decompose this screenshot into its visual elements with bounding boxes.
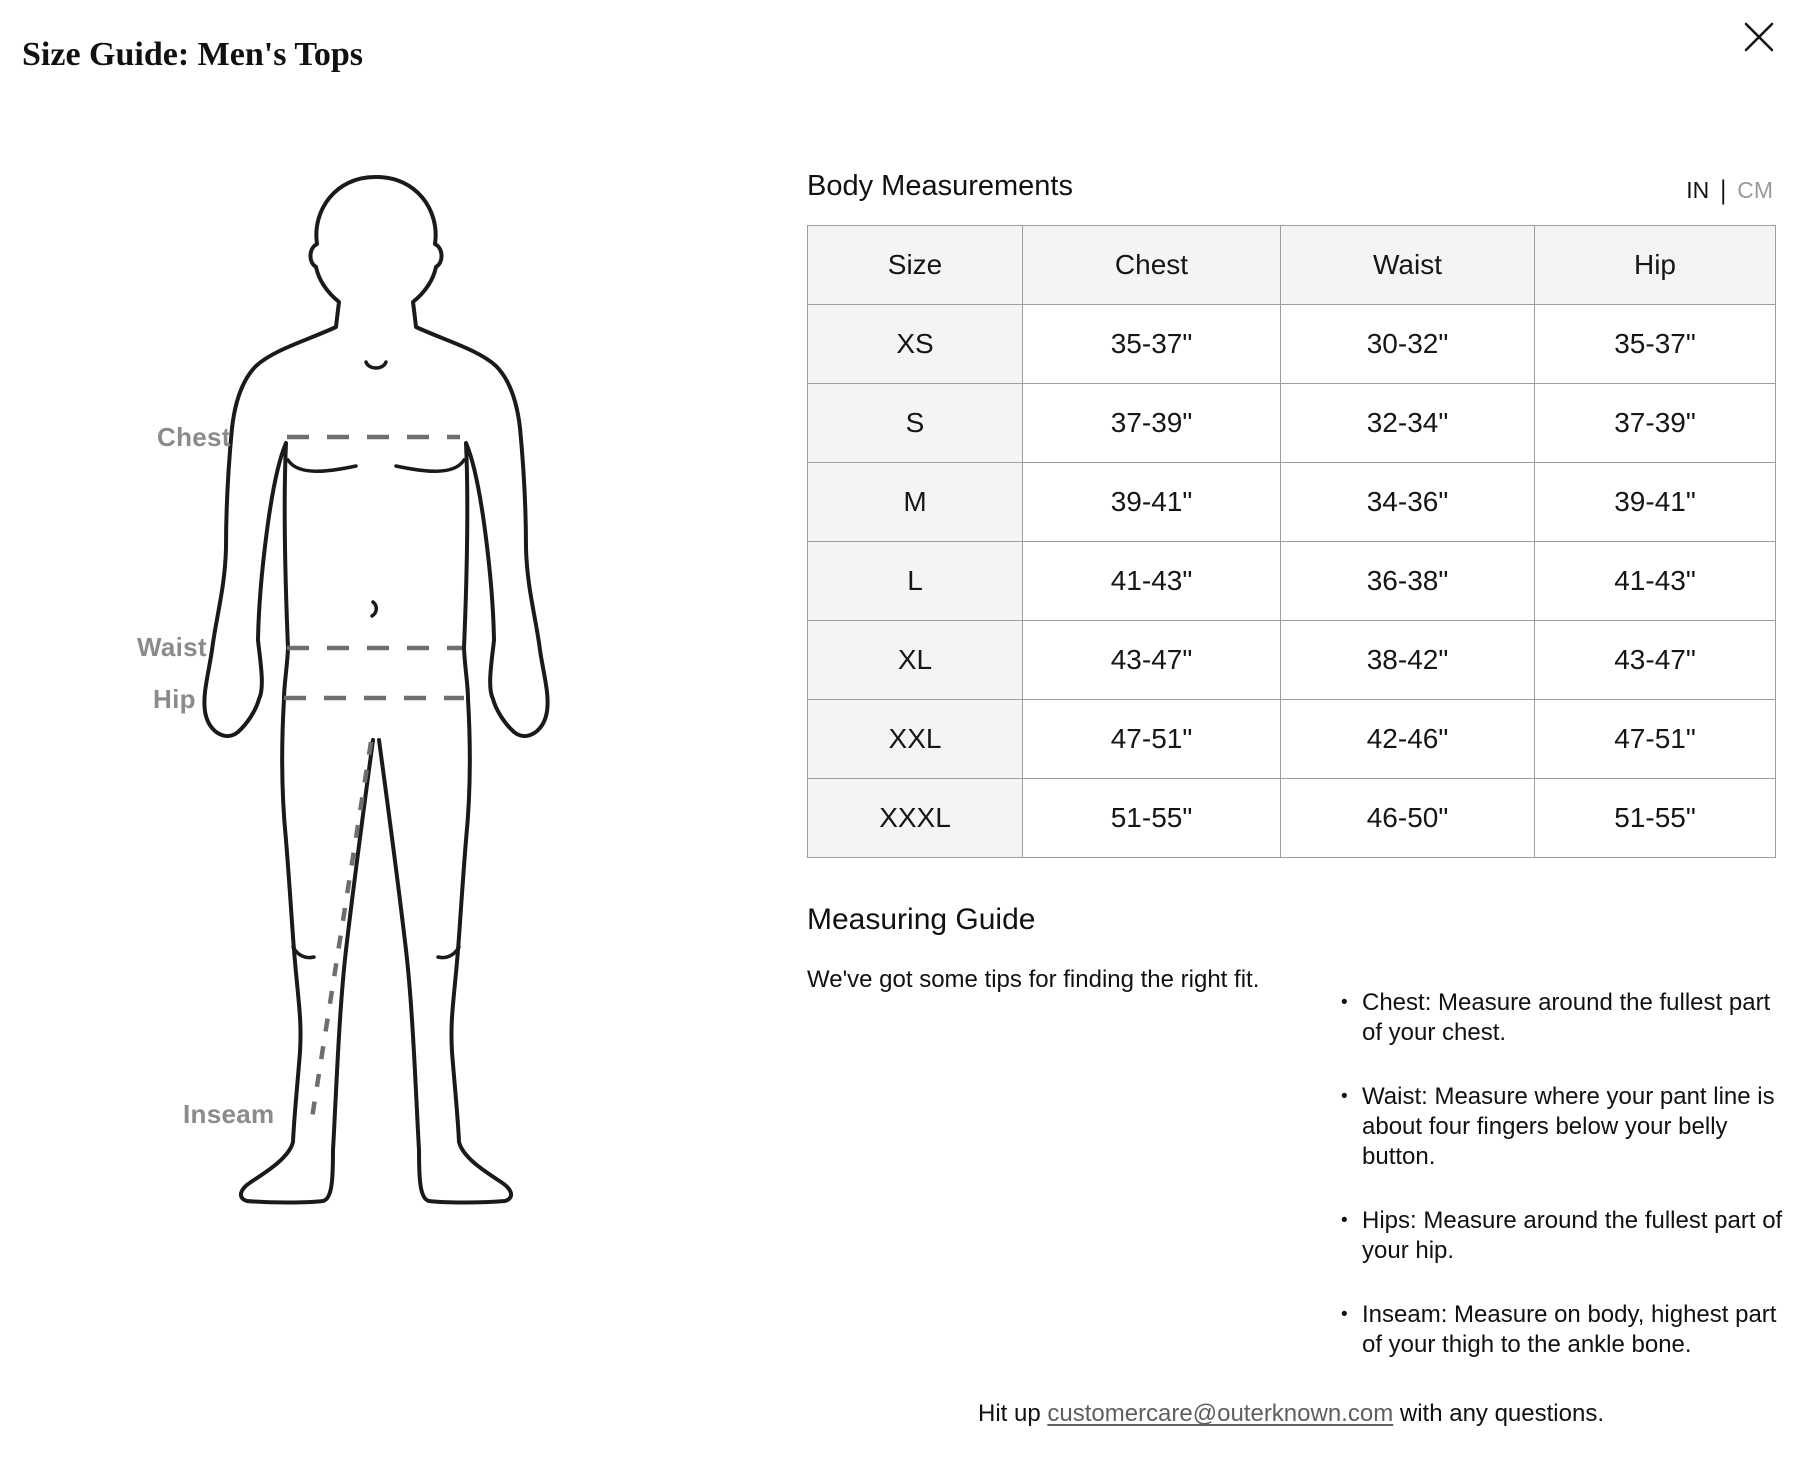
table-row — [808, 463, 1776, 542]
hip-cell: 51-55" — [1535, 779, 1776, 858]
waist-cell: 46-50" — [1281, 779, 1535, 858]
table-header-row — [808, 226, 1776, 305]
close-icon — [1743, 21, 1775, 53]
size-cell: S — [808, 384, 1023, 463]
size-cell: L — [808, 542, 1023, 621]
waist-cell: 34-36" — [1281, 463, 1535, 542]
waist-cell: 38-42" — [1281, 621, 1535, 700]
size-cell: XL — [808, 621, 1023, 700]
unit-inches-button[interactable]: IN — [1686, 177, 1710, 203]
title-category: Men's Tops — [197, 36, 364, 73]
hip-cell: 35-37" — [1535, 305, 1776, 384]
figure-outline-right — [377, 177, 548, 1203]
size-cell: XS — [808, 305, 1023, 384]
unit-separator: | — [1720, 174, 1727, 205]
collarbone-notch — [366, 362, 386, 368]
waist-cell: 42-46" — [1281, 700, 1535, 779]
measuring-guide-heading: Measuring Guide — [807, 903, 1036, 936]
hip-cell: 37-39" — [1535, 384, 1776, 463]
hip-cell: 41-43" — [1535, 542, 1776, 621]
body-measurements-heading: Body Measurements — [807, 170, 1073, 202]
body-diagram-figure — [60, 150, 620, 1270]
table-row — [808, 621, 1776, 700]
chest-label: Chest — [157, 422, 231, 452]
column-header-chest: Chest — [1023, 226, 1281, 305]
close-button[interactable] — [1736, 14, 1782, 60]
pec-line-left — [288, 460, 356, 471]
waist-cell: 32-34" — [1281, 384, 1535, 463]
waist-cell: 30-32" — [1281, 305, 1535, 384]
chest-cell: 39-41" — [1023, 463, 1281, 542]
tip-inseam: • Inseam: Measure on body, highest part of your thigh to the ankle bone. — [1338, 1300, 1786, 1360]
waist-cell: 36-38" — [1281, 542, 1535, 621]
tip-waist: • Waist: Measure where your pant line is about four fingers below your belly button. — [1338, 1082, 1786, 1172]
table-row — [808, 384, 1776, 463]
page-title — [22, 36, 363, 74]
footer-prefix: Hit up — [977, 1400, 1048, 1427]
hip-cell: 47-51" — [1535, 700, 1776, 779]
inseam-label: Inseam — [183, 1099, 275, 1129]
chest-cell: 43-47" — [1023, 621, 1281, 700]
hip-cell: 43-47" — [1535, 621, 1776, 700]
measuring-guide-intro: We've got some tips for finding the right fit. — [807, 966, 1260, 993]
measuring-tips-list — [1338, 988, 1786, 1394]
unit-centimeters-button[interactable]: CM — [1737, 177, 1773, 203]
figure-outline-left — [204, 177, 375, 1203]
table-row — [808, 700, 1776, 779]
chest-cell: 41-43" — [1023, 542, 1281, 621]
customer-care-email-link[interactable]: customercare@outerknown.com — [1047, 1400, 1394, 1427]
chest-cell: 37-39" — [1023, 384, 1281, 463]
title-prefix: Size Guide: — [22, 36, 198, 73]
hip-cell: 39-41" — [1535, 463, 1776, 542]
hip-label: Hip — [153, 684, 196, 714]
footer-suffix: with any questions. — [1393, 1400, 1604, 1427]
waist-label: Waist — [137, 632, 207, 662]
table-row — [808, 779, 1776, 858]
size-cell: XXXL — [808, 779, 1023, 858]
table-row — [808, 305, 1776, 384]
measurements-table — [807, 225, 1776, 858]
tip-chest: • Chest: Measure around the fullest part of your chest. — [1338, 988, 1786, 1048]
table-row — [808, 542, 1776, 621]
pec-line-right — [396, 460, 464, 471]
column-header-hip: Hip — [1535, 226, 1776, 305]
chest-cell: 47-51" — [1023, 700, 1281, 779]
tip-hips: • Hips: Measure around the fullest part of your hip. — [1338, 1206, 1786, 1266]
unit-toggle — [1684, 174, 1775, 205]
chest-cell: 51-55" — [1023, 779, 1281, 858]
size-cell: XXL — [808, 700, 1023, 779]
column-header-size: Size — [808, 226, 1023, 305]
column-header-waist: Waist — [1281, 226, 1535, 305]
navel-mark — [372, 602, 376, 616]
inseam-measurement-line — [312, 742, 371, 1118]
size-cell: M — [808, 463, 1023, 542]
customer-care-note — [807, 1400, 1775, 1428]
chest-cell: 35-37" — [1023, 305, 1281, 384]
